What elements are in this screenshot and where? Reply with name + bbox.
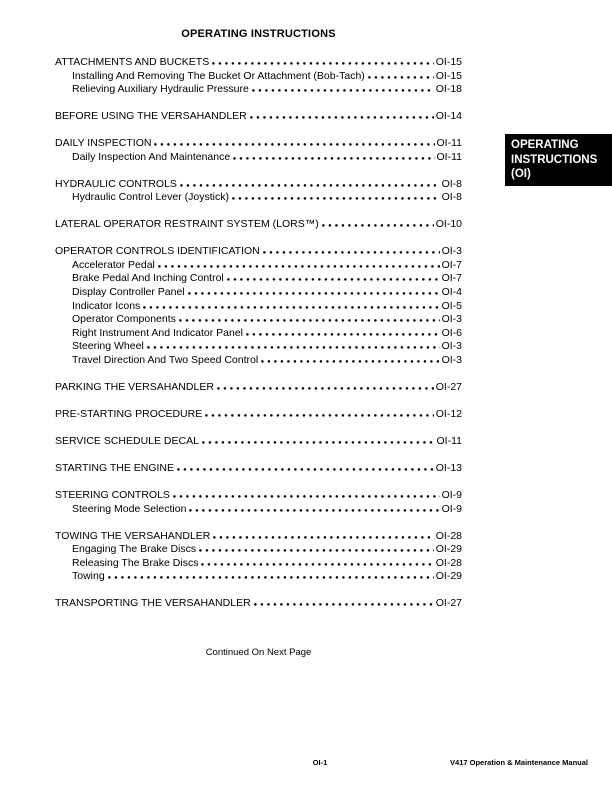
dot-leader xyxy=(263,251,440,254)
toc-sub-row xyxy=(55,313,462,327)
toc-entry-title: Engaging The Brake Discs xyxy=(72,543,197,556)
page-footer xyxy=(0,758,612,772)
toc-entry-title: Display Controller Panel xyxy=(72,286,185,299)
toc-entry-title: Towing xyxy=(72,570,105,583)
toc-entry-page: OI-5 xyxy=(441,299,462,312)
toc-entry-title: Relieving Auxiliary Hydraulic Pressure xyxy=(72,83,249,96)
table-of-contents xyxy=(55,56,462,611)
toc-section-row xyxy=(55,178,462,192)
toc-entry-title: LATERAL OPERATOR RESTRAINT SYSTEM (LORS™) xyxy=(55,218,319,231)
toc-entry-title: STEERING CONTROLS xyxy=(55,488,170,501)
toc-section xyxy=(55,178,462,205)
dot-leader xyxy=(246,333,440,336)
footer-manual-name: V417 Operation & Maintenance Manual xyxy=(450,758,588,767)
dot-leader xyxy=(108,576,434,579)
toc-sub-row xyxy=(55,272,462,286)
toc-entry-title: OPERATOR CONTROLS IDENTIFICATION xyxy=(55,245,260,258)
toc-entry-title: TOWING THE VERSAHANDLER xyxy=(55,529,211,542)
dot-leader xyxy=(179,319,440,322)
dot-leader xyxy=(173,495,440,498)
toc-section xyxy=(55,435,462,449)
toc-section xyxy=(55,489,462,516)
toc-entry-page: OI-11 xyxy=(436,137,462,150)
toc-entry-page: OI-29 xyxy=(435,543,462,556)
toc-entry-title: DAILY INSPECTION xyxy=(55,137,152,150)
toc-sub-row xyxy=(55,83,462,97)
dot-leader xyxy=(154,143,434,146)
dot-leader xyxy=(147,346,440,349)
dot-leader xyxy=(254,603,434,606)
toc-entry-title: Indicator Icons xyxy=(72,299,141,312)
toc-section-row xyxy=(55,137,462,151)
toc-entry-page: OI-13 xyxy=(435,461,462,474)
toc-sub-row xyxy=(55,151,462,165)
dot-leader xyxy=(212,62,434,65)
toc-section-row xyxy=(55,597,462,611)
toc-entry-title: Brake Pedal And Inching Control xyxy=(72,272,224,285)
toc-entry-title: Daily Inspection And Maintenance xyxy=(72,150,231,163)
toc-entry-title: BEFORE USING THE VERSAHANDLER xyxy=(55,110,247,123)
toc-entry-page: OI-3 xyxy=(441,340,462,353)
dot-leader xyxy=(250,116,434,119)
toc-section-row xyxy=(55,218,462,232)
toc-sub-row xyxy=(55,300,462,314)
toc-sub-row xyxy=(55,286,462,300)
dot-leader xyxy=(177,468,434,471)
toc-sub-row xyxy=(55,557,462,571)
toc-sub-row xyxy=(55,543,462,557)
dot-leader xyxy=(199,549,434,552)
toc-entry-page: OI-15 xyxy=(435,56,462,68)
toc-entry-title: SERVICE SCHEDULE DECAL xyxy=(55,435,199,447)
toc-entry-page: OI-11 xyxy=(436,435,462,447)
toc-entry-page: OI-10 xyxy=(435,218,462,231)
dot-leader xyxy=(213,536,433,539)
toc-entry-page: OI-3 xyxy=(441,313,462,326)
dot-leader xyxy=(201,563,433,566)
toc-section-row xyxy=(55,462,462,476)
toc-section-row xyxy=(55,110,462,124)
toc-entry-title: Releasing The Brake Discs xyxy=(72,556,199,569)
footer-page-number: OI-1 xyxy=(312,758,328,767)
toc-section xyxy=(55,381,462,395)
dot-leader xyxy=(322,224,434,227)
toc-entry-title: Hydraulic Control Lever (Joystick) xyxy=(72,191,229,204)
toc-entry-page: OI-15 xyxy=(435,69,462,82)
toc-entry-title: PARKING THE VERSAHANDLER xyxy=(55,381,214,394)
toc-entry-page: OI-12 xyxy=(435,408,462,421)
toc-section-row xyxy=(55,408,462,422)
toc-sub-row xyxy=(55,327,462,341)
toc-section xyxy=(55,408,462,422)
toc-entry-title: HYDRAULIC CONTROLS xyxy=(55,177,177,190)
toc-section-row xyxy=(55,489,462,503)
toc-entry-page: OI-9 xyxy=(441,488,462,501)
toc-section-row xyxy=(55,435,462,449)
toc-sub-row xyxy=(55,354,462,368)
toc-entry-title: Right Instrument And Indicator Panel xyxy=(72,326,244,339)
toc-section xyxy=(55,218,462,232)
toc-section xyxy=(55,530,462,584)
toc-section xyxy=(55,597,462,611)
toc-entry-page: OI-8 xyxy=(441,191,462,204)
dot-leader xyxy=(143,306,439,309)
toc-entry-page: OI-4 xyxy=(441,286,462,299)
dot-leader xyxy=(227,278,440,281)
toc-section-row xyxy=(55,245,462,259)
toc-entry-page: OI-28 xyxy=(435,529,462,542)
toc-section xyxy=(55,56,462,97)
toc-entry-page: OI-8 xyxy=(441,177,462,190)
toc-entry-title: Operator Components xyxy=(72,313,176,326)
toc-section-row xyxy=(55,56,462,70)
dot-leader xyxy=(202,441,435,444)
toc-entry-page: OI-7 xyxy=(441,272,462,285)
toc-entry-page: OI-27 xyxy=(435,597,462,610)
toc-section xyxy=(55,137,462,164)
toc-section-row xyxy=(55,381,462,395)
toc-section xyxy=(55,462,462,476)
toc-entry-page: OI-29 xyxy=(435,570,462,583)
toc-entry-title: Steering Mode Selection xyxy=(72,502,187,515)
toc-entry-page: OI-18 xyxy=(435,83,462,96)
toc-section xyxy=(55,245,462,367)
toc-entry-page: OI-7 xyxy=(441,258,462,271)
dot-leader xyxy=(252,89,434,92)
side-tab-line: OPERATING xyxy=(511,139,579,151)
toc-section xyxy=(55,110,462,124)
toc-sub-row xyxy=(55,340,462,354)
toc-entry-title: PRE-STARTING PROCEDURE xyxy=(55,408,203,421)
toc-sub-row xyxy=(55,259,462,273)
toc-sub-row xyxy=(55,570,462,584)
toc-entry-page: OI-6 xyxy=(441,326,462,339)
dot-leader xyxy=(188,292,440,295)
toc-entry-page: OI-14 xyxy=(435,110,462,123)
toc-entry-page: OI-9 xyxy=(441,502,462,515)
toc-content xyxy=(55,28,462,658)
dot-leader xyxy=(368,76,434,79)
operating-instructions-tab xyxy=(505,134,612,186)
toc-sub-row xyxy=(55,191,462,205)
toc-entry-page: OI-11 xyxy=(436,150,462,163)
dot-leader xyxy=(189,509,439,512)
toc-entry-title: Accelerator Pedal xyxy=(72,258,155,271)
dot-leader xyxy=(205,414,434,417)
dot-leader xyxy=(158,265,440,268)
toc-entry-page: OI-3 xyxy=(441,354,462,367)
dot-leader xyxy=(232,197,440,200)
dot-leader xyxy=(180,184,440,187)
toc-entry-title: ATTACHMENTS AND BUCKETS xyxy=(55,56,210,68)
toc-entry-page: OI-3 xyxy=(441,245,462,258)
toc-entry-page: OI-27 xyxy=(435,381,462,394)
dot-leader xyxy=(217,387,434,390)
toc-section-row xyxy=(55,530,462,544)
side-tab-line: (OI) xyxy=(511,168,531,181)
toc-sub-row xyxy=(55,503,462,517)
dot-leader xyxy=(261,360,439,363)
dot-leader xyxy=(233,157,434,160)
toc-entry-page: OI-28 xyxy=(435,556,462,569)
toc-sub-row xyxy=(55,70,462,84)
toc-entry-title: Travel Direction And Two Speed Control xyxy=(72,354,259,367)
toc-entry-title: Steering Wheel xyxy=(72,340,144,353)
toc-entry-title: Installing And Removing The Bucket Or Attachment (Bob-Tach) xyxy=(72,69,365,82)
continued-note: Continued On Next Page xyxy=(205,646,312,658)
toc-entry-title: STARTING THE ENGINE xyxy=(55,461,175,474)
page-title: OPERATING INSTRUCTIONS xyxy=(181,28,336,40)
toc-entry-title: TRANSPORTING THE VERSAHANDLER xyxy=(55,597,251,610)
side-tab-line: INSTRUCTIONS xyxy=(511,153,598,166)
